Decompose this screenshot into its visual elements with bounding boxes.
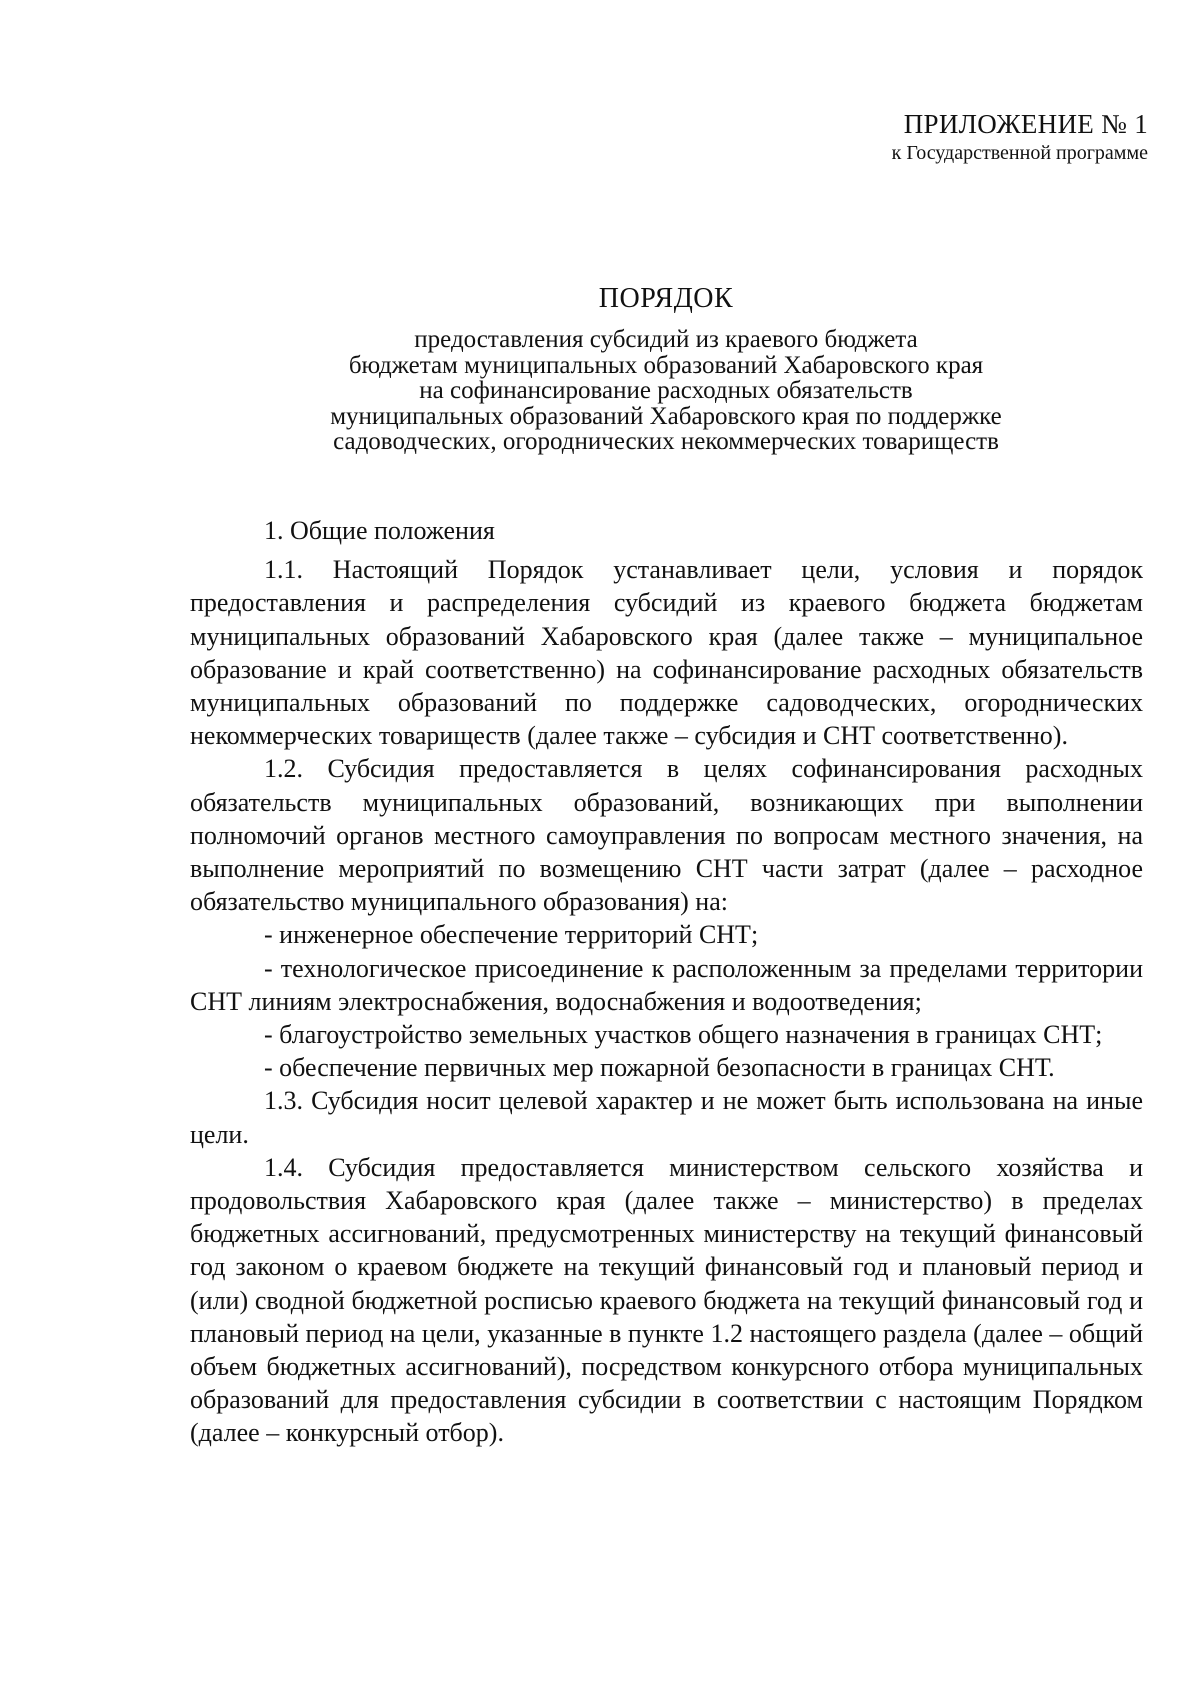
section-heading: 1. Общие положения [264, 516, 495, 545]
appendix-subtitle: к Государственной программе [891, 142, 1148, 164]
subtitle-line: на софинансирование расходных обязательств [419, 377, 913, 404]
paragraph: 1.2. Субсидия предоставляется в целях софинансирования расходных обязательств муниципальных образований, возникающих при выполнении полномочий органов местного самоуправления по вопросам местного значения, на выполнение мероприятий по возмещению СНТ части затрат (далее – расходное обязательство муниципального образования) на: [190, 754, 1143, 917]
paragraph: 1.3. Субсидия носит целевой характер и не может быть использована на иные цели. [190, 1086, 1143, 1149]
document-subtitle [0, 327, 1200, 455]
appendix-title: ПРИЛОЖЕНИЕ № 1 [903, 109, 1148, 139]
appendix-block [892, 108, 1148, 166]
paragraph: 1.4. Субсидия предоставляется министерством сельского хозяйства и продовольствия Хабаровского края (далее также – министерство) в пределах бюджетных ассигнований, предусмотренных министерству на текущий финансовый год законом о краевом бюджете на текущий финансовый год и плановый период и (или) сводной бюджетной росписью краевого бюджета на текущий финансовый год и плановый период на цели, указанные в пункте 1.2 настоящего раздела (далее – общий объем бюджетных ассигнований), посредством конкурсного отбора муниципальных образований для предоставления субсидии в соответствии с настоящим Порядком (далее – конкурсный отбор). [190, 1152, 1143, 1448]
subtitle-line: предоставления субсидий из краевого бюджета [414, 326, 918, 353]
list-item: - инженерное обеспечение территорий СНТ; [264, 920, 759, 950]
subtitle-line: бюджетам муниципальных образований Хабаровского края [348, 351, 984, 379]
subtitle-line: муниципальных образований Хабаровского края по поддержке [330, 402, 1002, 430]
list-item: - благоустройство земельных участков общего назначения в границах СНТ; [264, 1020, 1103, 1050]
list-item: - обеспечение первичных мер пожарной безопасности в границах СНТ. [264, 1053, 1055, 1083]
document-body [190, 514, 1143, 1450]
document-title: ПОРЯДОК [598, 283, 734, 314]
list-item: - технологическое присоединение к расположенным за пределами территории СНТ линиям электроснабжения, водоснабжения и водоотведения; [190, 953, 1143, 1016]
paragraph: 1.1. Настоящий Порядок устанавливает цели, условия и порядок предоставления и распределения субсидий из краевого бюджета бюджетам муниципальных образований Хабаровского края (далее также – муниципальное образование и край соответственно) на софинансирование расходных обязательств муниципальных образований по поддержке садоводческих, огороднических некоммерческих товариществ (далее также – субсидия и СНТ соответственно). [190, 555, 1143, 751]
subtitle-line: садоводческих, огороднических некоммерческих товариществ [333, 428, 999, 455]
